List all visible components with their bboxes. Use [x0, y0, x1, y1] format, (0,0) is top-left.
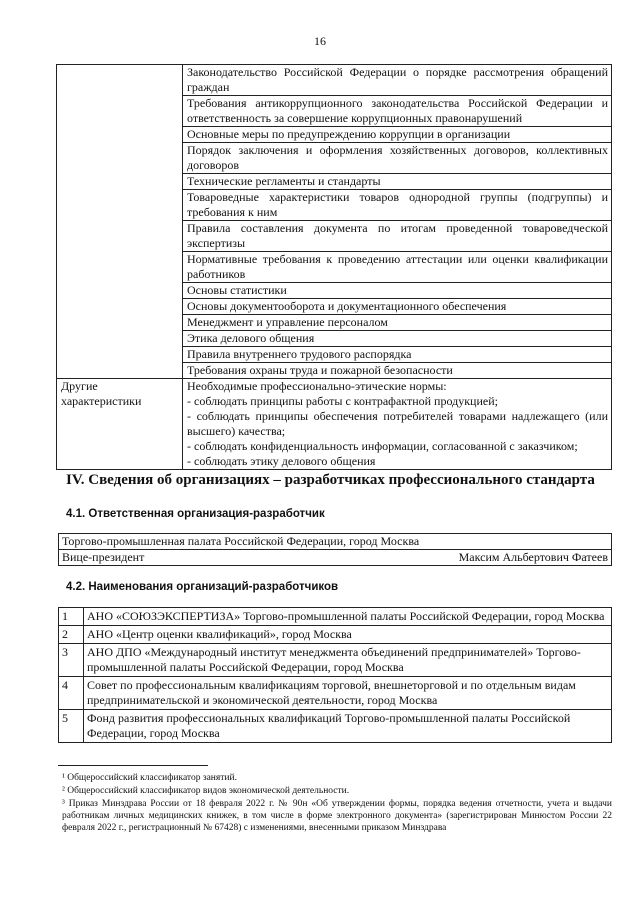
knowledge-row: Технические регламенты и стандарты [183, 174, 612, 190]
ethics-line: - соблюдать конфиденциальность информации, согласованной с заказчиком; [187, 439, 578, 453]
section-title: IV. Сведения об организациях – разработчиках профессионального стандарта [66, 472, 595, 488]
responsible-signatory-row [59, 550, 612, 566]
knowledge-row: Основы документооборота и документационного обеспечения [183, 299, 612, 315]
developers-table [58, 607, 612, 743]
dev-number: 4 [59, 677, 84, 710]
footnote-2: ² Общероссийский классификатор видов экономической деятельности. [62, 786, 350, 796]
knowledge-row: Требования охраны труда и пожарной безопасности [183, 363, 612, 379]
ethics-line: Необходимые профессионально-этические нормы: [187, 379, 447, 393]
footnote-divider [58, 765, 208, 766]
page-number: 16 [314, 34, 326, 48]
responsible-org-name: Торгово-промышленная палата Российской Федерации, город Москва [59, 534, 612, 550]
signatory-name: Максим Альбертович Фатеев [458, 550, 608, 564]
ethics-line: - соблюдать принципы работы с контрафактной продукцией; [187, 394, 498, 408]
knowledge-row: Основные меры по предупреждению коррупции в организации [183, 127, 612, 143]
knowledge-label-cell [57, 65, 183, 379]
dev-number: 5 [59, 710, 84, 743]
knowledge-row: Товароведные характеристики товаров однородной группы (подгруппы) и требования к ним [183, 190, 612, 221]
ethics-line: - соблюдать этику делового общения [187, 454, 376, 468]
dev-number: 1 [59, 608, 84, 626]
dev-number: 2 [59, 626, 84, 644]
knowledge-row: Основы статистики [183, 283, 612, 299]
subsection-title-4-2: 4.2. Наименования организаций-разработчиков [66, 581, 339, 593]
knowledge-row: Нормативные требования к проведению аттестации или оценки квалификации работников [183, 252, 612, 283]
dev-number: 3 [59, 644, 84, 677]
responsible-org-table [58, 533, 612, 566]
knowledge-row: Правила внутреннего трудового распорядка [183, 347, 612, 363]
knowledge-row: Менеджмент и управление персоналом [183, 315, 612, 331]
dev-name: Фонд развития профессиональных квалификаций Торгово-промышленной палаты Российской Федерации, город Москва [84, 710, 612, 743]
knowledge-row: Законодательство Российской Федерации о порядке рассмотрения обращений граждан [183, 65, 612, 96]
knowledge-row: Требования антикоррупционного законодательства Российской Федерации и ответственность за совершение коррупционных правонарушений [183, 96, 612, 127]
footnote-1: ¹ Общероссийский классификатор занятий. [62, 773, 237, 783]
dev-name: АНО «Центр оценки квалификаций», город Москва [84, 626, 612, 644]
other-characteristics-cell [183, 379, 612, 470]
signatory-position: Вице-президент [62, 550, 145, 564]
knowledge-table [56, 64, 612, 470]
dev-name: АНО ДПО «Международный институт менеджмента объединений предпринимателей» Торгово-промышленной палаты Российской Федерации, город Москва [84, 644, 612, 677]
ethics-line: - соблюдать принципы обеспечения потребителей товарами надлежащего (или высшего) качества; [187, 409, 608, 438]
subsection-title-4-1: 4.1. Ответственная организация-разработчик [66, 508, 325, 520]
footnote-3: ³ Приказ Минздрава России от 18 февраля 2022 г. № 90н «Об утверждении формы, порядка ведения отчетности, учета и выдачи работникам личных медицинских книжек, в том числе в форме электронного документа» (зарегистрирован Минюстом России 22 февраля 2022 г., регистрационный № 67428) с изменениями, внесенными приказом Минздрава [62, 799, 612, 833]
knowledge-row: Правила составления документа по итогам проведенной товароведческой экспертизы [183, 221, 612, 252]
dev-name: АНО «СОЮЗЭКСПЕРТИЗА» Торгово-промышленной палаты Российской Федерации, город Москва [84, 608, 612, 626]
knowledge-row: Этика делового общения [183, 331, 612, 347]
knowledge-row: Порядок заключения и оформления хозяйственных договоров, коллективных договоров [183, 143, 612, 174]
dev-name: Совет по профессиональным квалификациям торговой, внешнеторговой и по отдельным видам предпринимательской и экономической деятельности, город Москва [84, 677, 612, 710]
other-characteristics-label: Другие характеристики [57, 379, 183, 470]
